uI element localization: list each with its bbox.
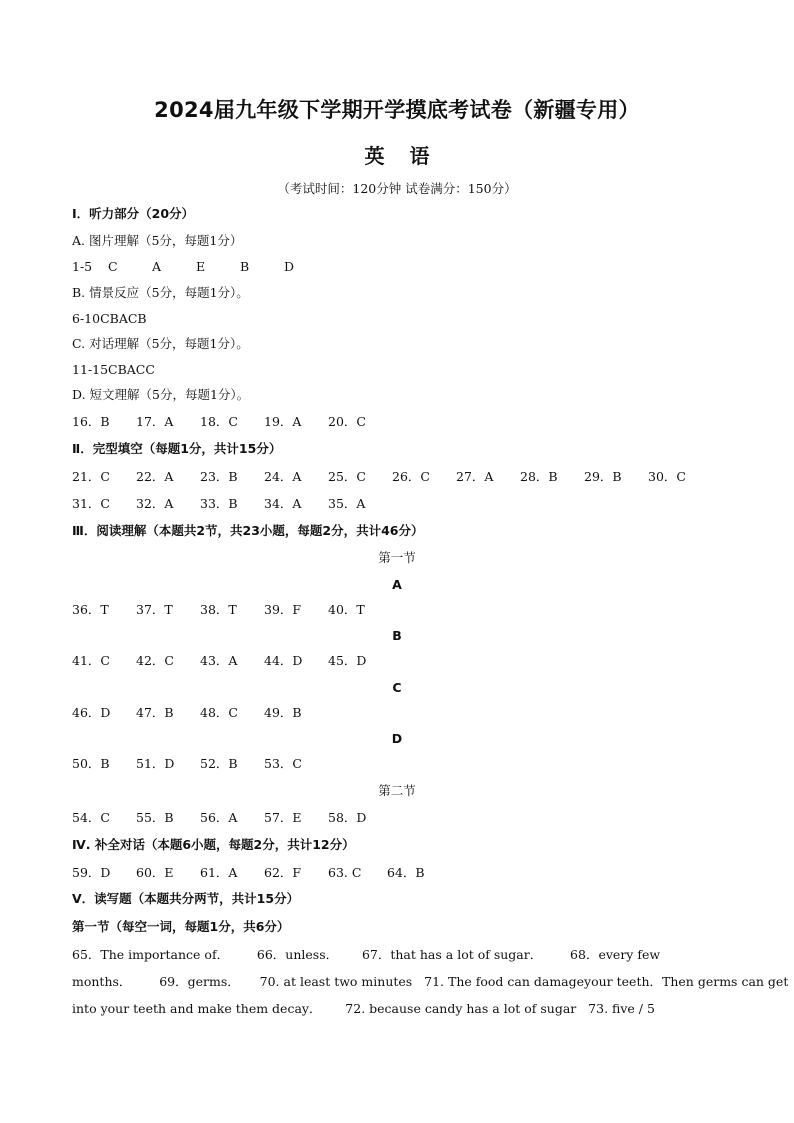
answer: 39．F <box>264 602 302 617</box>
answer: 48．C <box>200 705 238 720</box>
writing-answers-line-3: into your teeth and make them decay． 72. because candy has a lot of sugar 73. five / 5 <box>72 1001 655 1016</box>
answer: B <box>240 259 250 274</box>
answer: 32．A <box>136 496 174 511</box>
answer: 53．C <box>264 756 302 771</box>
answer: 52．B <box>200 756 238 771</box>
answer: 45．D <box>328 653 367 668</box>
answer: 29．B <box>584 469 622 484</box>
answer: 50．B <box>72 756 110 771</box>
answer: 43．A <box>200 653 238 668</box>
listening-c-answers: 11-15CBACC <box>72 362 155 377</box>
writing-heading: Ⅴ．读写题（本题共分两节，共计15分） <box>72 891 300 906</box>
answer: 19．A <box>264 414 302 429</box>
answer: 57．E <box>264 810 302 825</box>
answer: 54．C <box>72 810 110 825</box>
listening-d-answers <box>72 414 392 430</box>
answer: 51．D <box>136 756 175 771</box>
listening-heading: Ⅰ．听力部分（20分） <box>72 206 195 221</box>
listening-b-answers: 6-10CBACB <box>72 311 147 326</box>
dialogue-heading: Ⅳ. 补全对话（本题6小题，每题2分，共计12分） <box>72 837 355 852</box>
answer: 37．T <box>136 602 173 617</box>
answer: C <box>108 259 118 274</box>
answer: A <box>152 259 162 274</box>
reading-heading: Ⅲ．阅读理解（本题共2节，共23小题，每题2分，共计46分） <box>72 523 424 538</box>
answer: 31．C <box>72 496 110 511</box>
answer: 18．C <box>200 414 238 429</box>
answer: 36．T <box>72 602 109 617</box>
writing-section1-heading: 第一节（每空一词，每题1分，共6分） <box>72 919 290 934</box>
document-title: 2024届九年级下学期开学摸底考试卷（新疆专用） <box>154 98 640 122</box>
answer: 21．C <box>72 469 110 484</box>
answer: 58．D <box>328 810 367 825</box>
answer: 23．B <box>200 469 238 484</box>
dialogue-answers <box>72 865 425 881</box>
passage-a-label: A <box>392 577 402 592</box>
reading-section1-label: 第一节 <box>378 550 416 565</box>
reading-section2-label: 第二节 <box>378 783 416 798</box>
writing-answers-line-2: months． 69．germs． 70. at least two minutes 71. The food can damageyour teeth．Then germs can get <box>72 974 789 989</box>
listening-d-heading: D. 短文理解（5分，每题1分）。 <box>72 387 250 402</box>
cloze-row-2 <box>72 496 392 512</box>
answer: 17．A <box>136 414 174 429</box>
passage-b-label: B <box>392 628 402 643</box>
answer: 46．D <box>72 705 111 720</box>
answer: 35．A <box>328 496 366 511</box>
reading-section2-answers <box>72 810 392 826</box>
passage-c-answers <box>72 705 328 721</box>
answer: 27．A <box>456 469 494 484</box>
exam-info: （考试时间：120分钟 试卷满分：150分） <box>277 181 517 196</box>
cloze-heading: Ⅱ．完型填空（每题1分，共计15分） <box>72 441 282 456</box>
listening-a-heading: A. 图片理解（5分，每题1分） <box>72 233 243 248</box>
answer: 62．F <box>264 865 302 880</box>
answer: D <box>284 259 295 274</box>
answer: 40．T <box>328 602 365 617</box>
writing-answers-line-1: 65．The importance of． 66．unless． 67．that has a lot of sugar． 68．every few <box>72 947 661 962</box>
answer: 38．T <box>200 602 237 617</box>
answer: 49．B <box>264 705 302 720</box>
answer: 41．C <box>72 653 110 668</box>
answer: 34．A <box>264 496 302 511</box>
answer: 59．D <box>72 865 111 880</box>
answer: 63. C <box>328 865 362 880</box>
answer: 30．C <box>648 469 686 484</box>
answer: 47．B <box>136 705 174 720</box>
answer: 22．A <box>136 469 174 484</box>
subject-title: 英 语 <box>364 144 430 168</box>
answer: 26．C <box>392 469 430 484</box>
passage-d-label: D <box>391 731 403 746</box>
answer: 33．B <box>200 496 238 511</box>
listening-a-answers <box>72 259 328 275</box>
answer: 61．A <box>200 865 238 880</box>
answer: 64．B <box>387 865 425 880</box>
answer: 25．C <box>328 469 366 484</box>
answer: 28．B <box>520 469 558 484</box>
answer: 16．B <box>72 414 110 429</box>
listening-b-heading: B. 情景反应（5分，每题1分）。 <box>72 285 249 300</box>
answer: 24．A <box>264 469 302 484</box>
cloze-row-1 <box>72 469 686 485</box>
passage-c-label: C <box>392 680 402 695</box>
answer: 42．C <box>136 653 174 668</box>
answer-range: 1-5 <box>72 259 93 274</box>
answer: 60．E <box>136 865 174 880</box>
passage-a-answers <box>72 602 392 618</box>
answer: 56．A <box>200 810 238 825</box>
listening-c-heading: C. 对话理解（5分，每题1分）。 <box>72 336 249 351</box>
passage-d-answers <box>72 756 328 772</box>
answer: E <box>196 259 206 274</box>
answer: 55．B <box>136 810 174 825</box>
passage-b-answers <box>72 653 392 669</box>
answer: 20．C <box>328 414 366 429</box>
answer: 44．D <box>264 653 303 668</box>
